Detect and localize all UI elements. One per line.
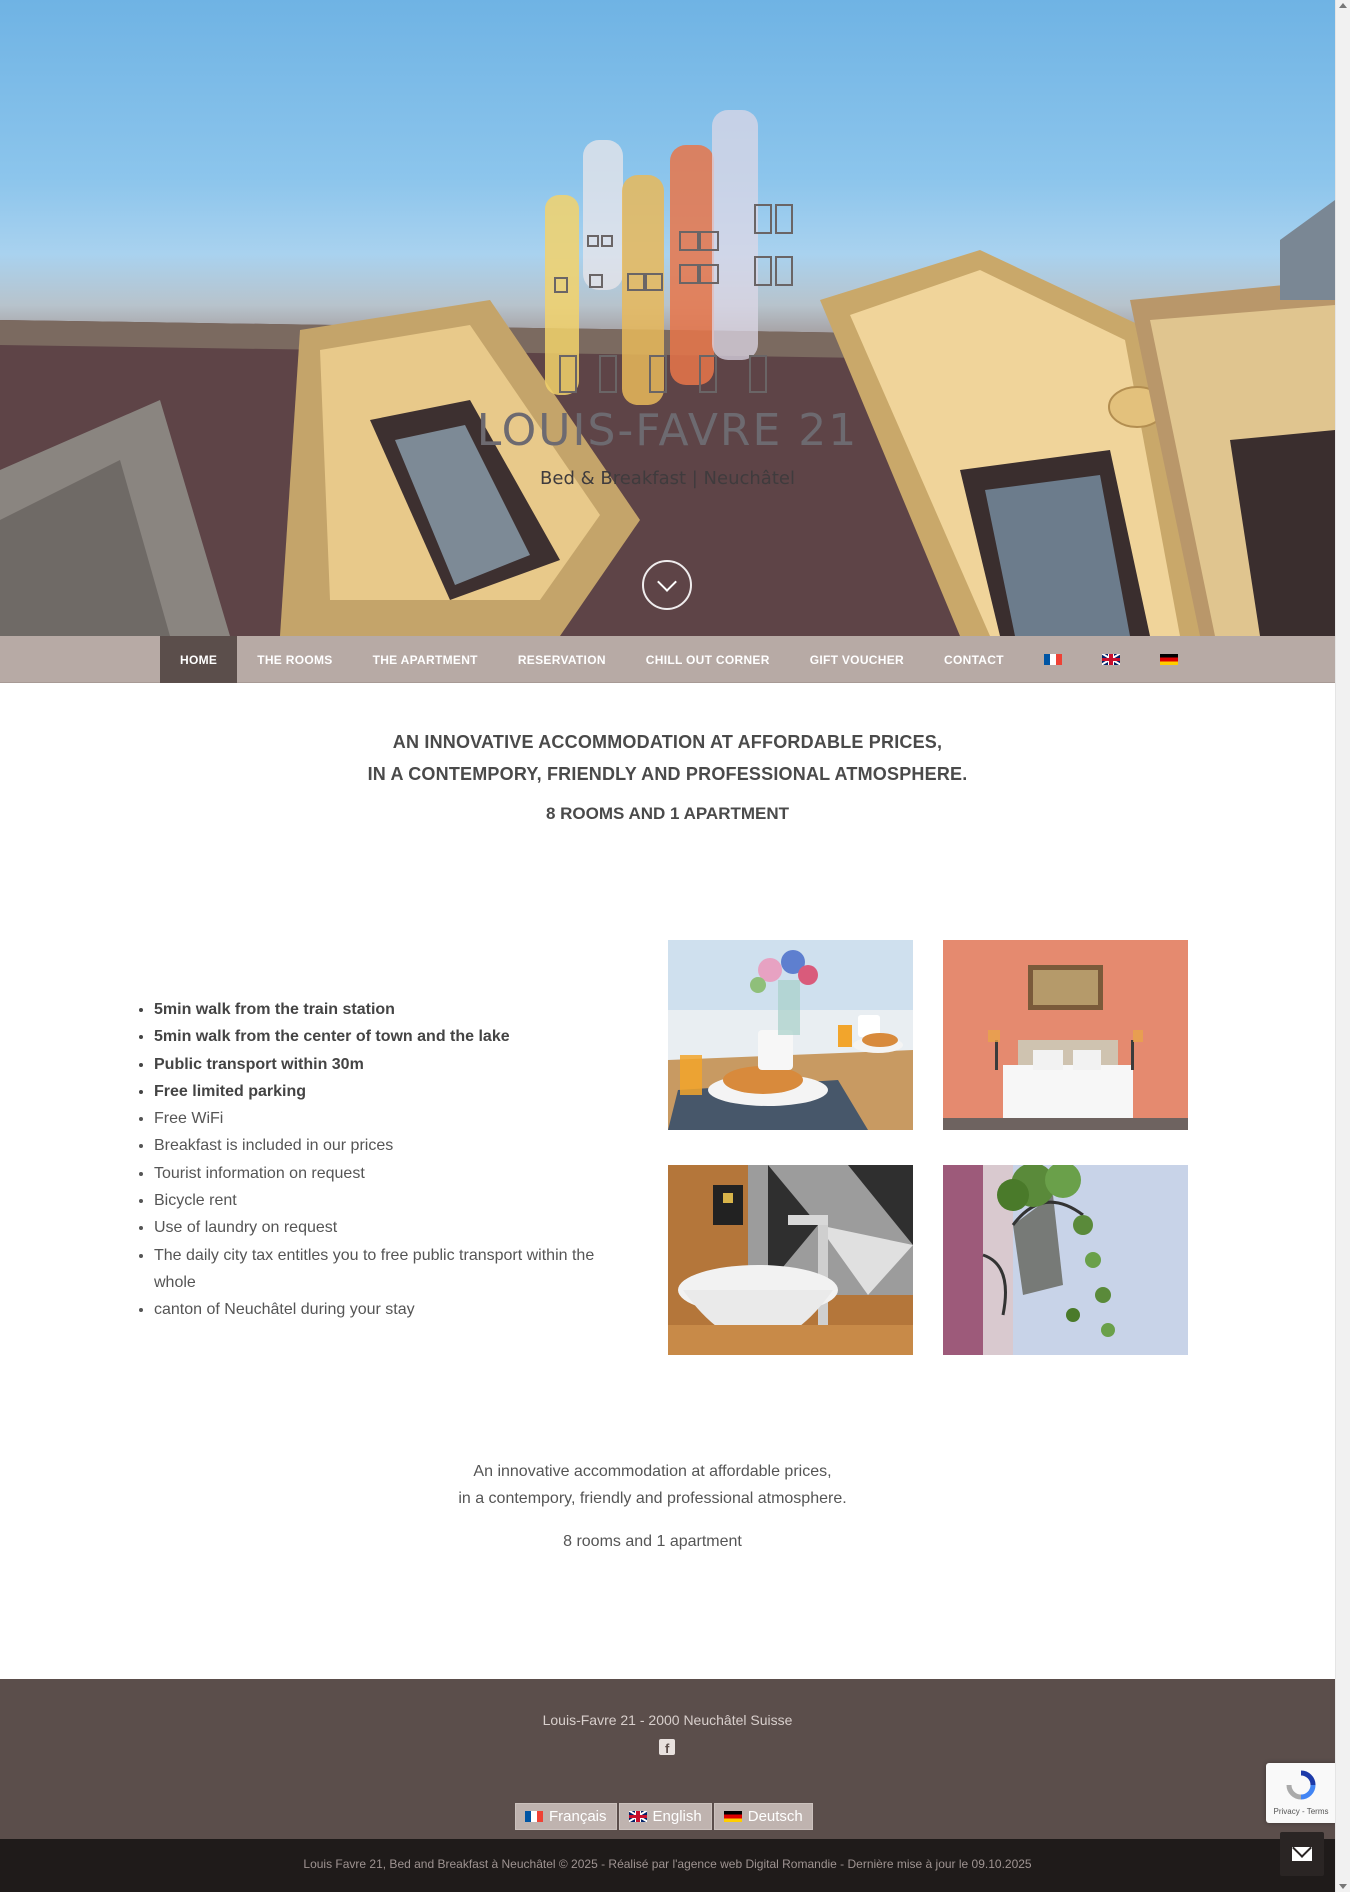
lang-label: English xyxy=(652,1808,702,1825)
feature-item: • 5min walk from the train station xyxy=(154,996,610,1023)
photo-hanging-plant[interactable] xyxy=(943,1165,1188,1355)
facebook-icon[interactable]: f xyxy=(659,1739,675,1755)
recaptcha-icon xyxy=(1284,1770,1318,1800)
outro-rooms-count: 8 rooms and 1 apartment xyxy=(563,1533,742,1550)
nav-lang-en[interactable] xyxy=(1082,636,1140,683)
lang-label: Deutsch xyxy=(747,1808,803,1825)
feature-item: • Breakfast is included in our prices xyxy=(154,1132,610,1159)
scroll-down-arrow-icon[interactable] xyxy=(1339,1884,1347,1889)
recaptcha-badge[interactable] xyxy=(1266,1763,1335,1823)
photo-breakfast[interactable] xyxy=(668,940,913,1130)
feature-item: • Free limited parking xyxy=(154,1078,610,1105)
recaptcha-links[interactable]: Privacy - Terms xyxy=(1273,1807,1329,1816)
nav-lang-fr[interactable] xyxy=(1024,636,1082,683)
feature-item: • Tourist information on request xyxy=(154,1160,610,1187)
scroll-up-arrow-icon[interactable] xyxy=(1339,3,1347,8)
feature-item: • Public transport within 30m xyxy=(154,1051,610,1078)
footer xyxy=(0,1679,1335,1839)
lang-label: Français xyxy=(549,1808,607,1825)
features-list xyxy=(130,996,610,1324)
scrollbar[interactable] xyxy=(1335,0,1350,1892)
outro-line1: An innovative accommodation at affordable prices, xyxy=(473,1463,832,1480)
flag-gb-icon xyxy=(629,1811,647,1822)
chevron-down-icon xyxy=(657,572,677,592)
intro-section xyxy=(0,726,1335,828)
feature-item: • canton of Neuchâtel during your stay xyxy=(154,1296,610,1323)
nav-lang-de[interactable] xyxy=(1140,636,1198,683)
copyright-bar xyxy=(0,1839,1335,1892)
nav-contact[interactable]: CONTACT xyxy=(944,652,1004,667)
feature-item: • Bicycle rent xyxy=(154,1187,610,1214)
intro-heading-line2: IN A CONTEMPORY, FRIENDLY AND PROFESSIONAL ATMOSPHERE. xyxy=(367,764,968,784)
nav-gift-voucher[interactable]: GIFT VOUCHER xyxy=(809,652,904,667)
photo-bedroom[interactable] xyxy=(943,940,1188,1130)
lang-button-english[interactable] xyxy=(619,1803,712,1830)
footer-address: Louis-Favre 21 - 2000 Neuchâtel Suisse xyxy=(542,1712,793,1728)
lang-button-deutsch[interactable] xyxy=(714,1803,813,1830)
nav-the-apartment[interactable]: THE APARTMENT xyxy=(372,652,478,667)
intro-heading-line1: AN INNOVATIVE ACCOMMODATION AT AFFORDABLE PRICES, xyxy=(392,732,943,752)
photo-bathroom-sink[interactable] xyxy=(668,1165,913,1355)
hero-banner xyxy=(0,0,1335,636)
outro-line2: in a contempory, friendly and professional atmosphere. xyxy=(458,1490,847,1507)
flag-gb-icon xyxy=(1102,654,1120,665)
logo-subtitle: Bed & Breakfast | Neuchâtel xyxy=(540,468,795,489)
nav-the-rooms[interactable]: THE ROOMS xyxy=(257,652,333,667)
nav-reservation[interactable]: RESERVATION xyxy=(517,652,606,667)
contact-mail-button[interactable] xyxy=(1280,1832,1324,1876)
logo-title: LOUIS-FAVRE 21 xyxy=(476,405,859,456)
copyright-text: Louis Favre 21, Bed and Breakfast à Neuchâtel © 2025 - Réalisé par l'agence web Digital Romandie - Dernière mise à jour le 09.10.2025 xyxy=(303,1857,1032,1871)
feature-item: • The daily city tax entitles you to free public transport within the whole xyxy=(154,1242,610,1297)
envelope-icon xyxy=(1292,1847,1312,1861)
feature-item: • Free WiFi xyxy=(154,1105,610,1132)
nav-chill-out-corner[interactable]: CHILL OUT CORNER xyxy=(645,652,770,667)
hero-roof-image xyxy=(0,0,1335,636)
feature-item: • 5min walk from the center of town and the lake xyxy=(154,1023,610,1050)
nav-home[interactable]: HOME xyxy=(160,636,237,683)
lang-button-francais[interactable] xyxy=(515,1803,617,1830)
main-navigation xyxy=(0,636,1335,683)
flag-de-icon xyxy=(1160,654,1178,665)
language-switcher xyxy=(515,1803,813,1830)
outro-section xyxy=(0,1458,1305,1555)
feature-item: • Use of laundry on request xyxy=(154,1214,610,1241)
scroll-down-button[interactable] xyxy=(642,560,692,610)
flag-de-icon xyxy=(724,1811,742,1822)
flag-fr-icon xyxy=(1044,654,1062,665)
flag-fr-icon xyxy=(525,1811,543,1822)
intro-rooms-count: 8 ROOMS AND 1 APARTMENT xyxy=(545,804,790,823)
